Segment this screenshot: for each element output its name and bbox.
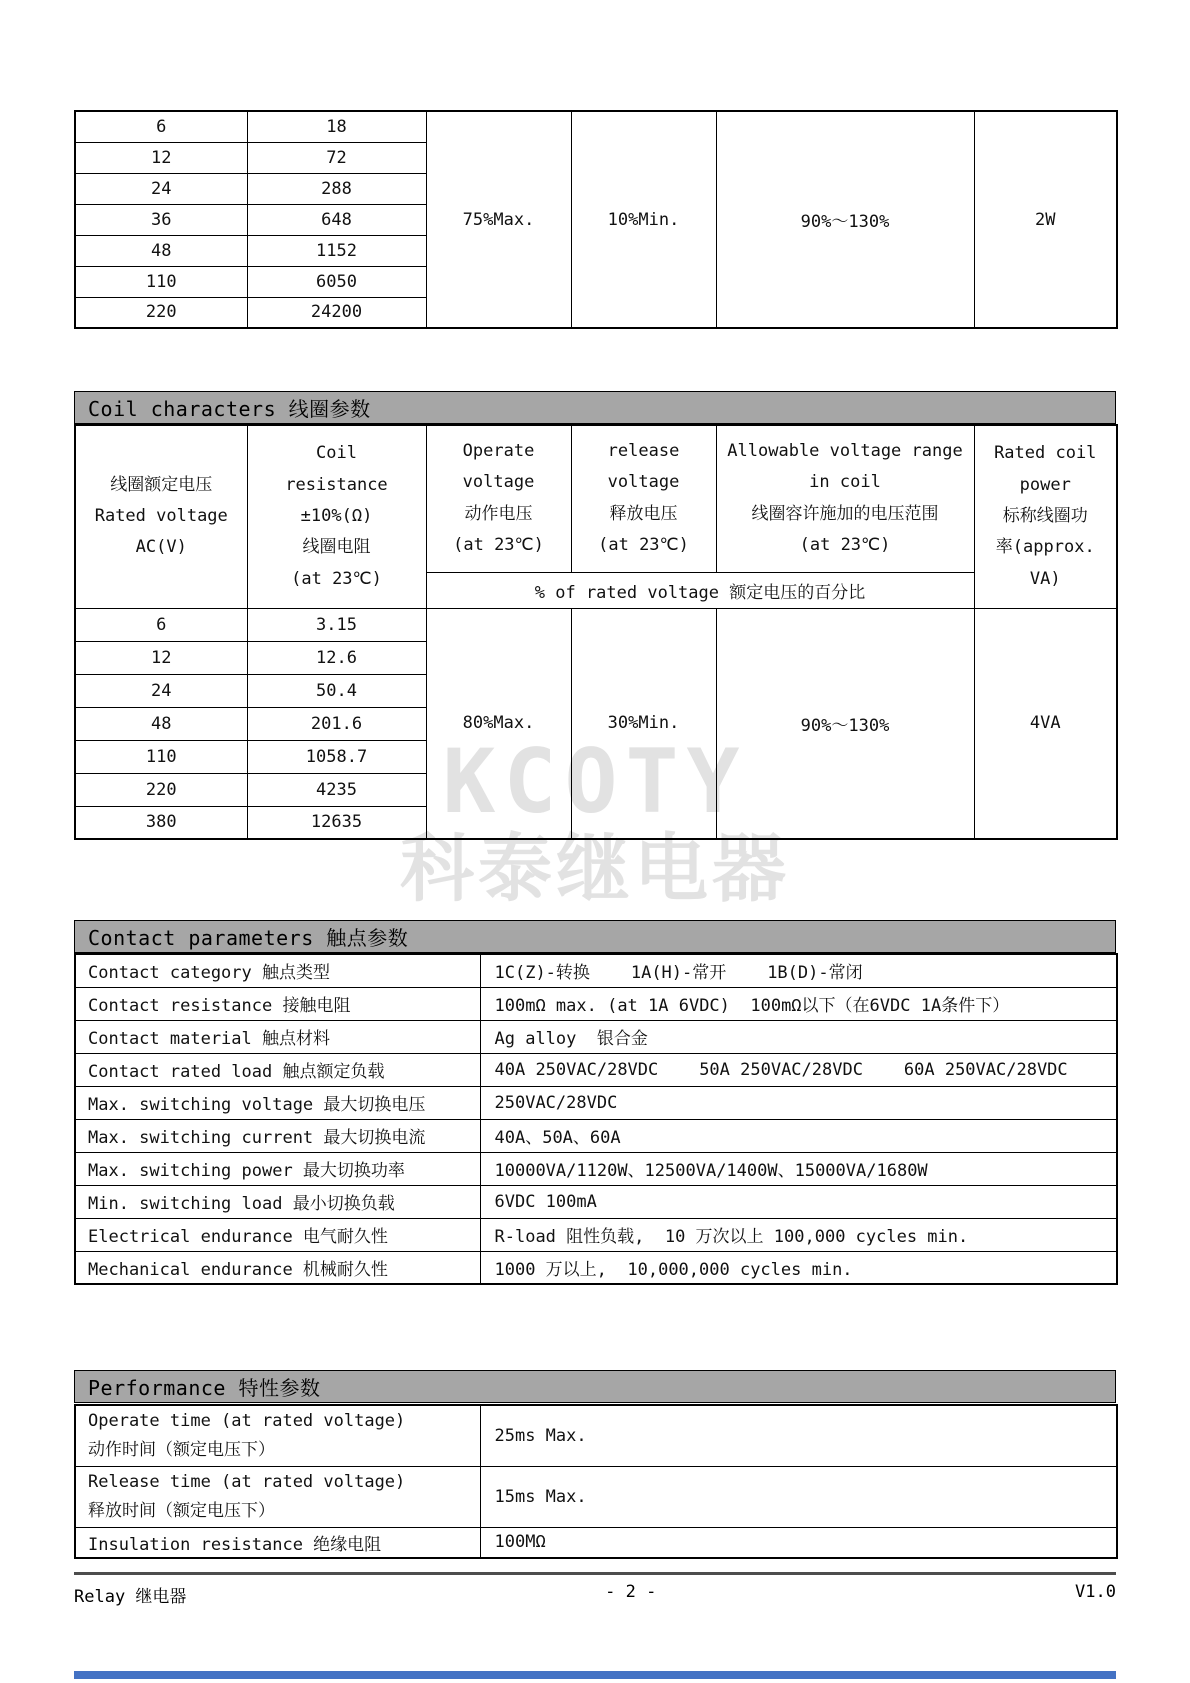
row-value: 6VDC 100mA: [480, 1185, 1117, 1218]
row-label: Max. switching power 最大切换功率: [75, 1152, 480, 1185]
cell: 48: [75, 235, 247, 266]
release-voltage-cell: 30%Min.: [571, 608, 716, 839]
row-value: 25ms Max.: [480, 1405, 1117, 1466]
footer-divider: [74, 1572, 1116, 1575]
footer-version: V1.0: [1075, 1582, 1116, 1602]
header-line: Operate: [462, 440, 535, 461]
cell: 1058.7: [247, 740, 426, 773]
footer-page-number: - 2 -: [605, 1582, 657, 1602]
operate-voltage-cell: 75%Max.: [426, 111, 571, 328]
coil-characters-table: [74, 424, 1118, 840]
header-line: voltage: [462, 472, 535, 493]
header-line: Allowable voltage range: [727, 440, 963, 461]
watermark-chinese-text: 科泰继电器: [400, 826, 790, 912]
cell: 12: [75, 641, 247, 674]
row-label: Insulation resistance 绝缘电阻: [75, 1527, 480, 1558]
row-value: 40A、50A、60A: [480, 1119, 1117, 1152]
table-row: [75, 954, 1117, 987]
table-row: [75, 987, 1117, 1020]
row-label: Contact material 触点材料: [75, 1020, 480, 1053]
watermark-logo-text: KCOTY: [442, 730, 748, 833]
cell: 48: [75, 707, 247, 740]
table-row: [75, 1185, 1117, 1218]
cell: 24: [75, 674, 247, 707]
cell: 12: [75, 142, 247, 173]
header-line: release: [607, 440, 680, 461]
col-header-coil-resistance: [247, 425, 426, 608]
cell: 6: [75, 608, 247, 641]
header-line: Rated voltage: [94, 506, 228, 527]
release-voltage-cell: 10%Min.: [571, 111, 716, 328]
row-value: 10000VA/1120W、12500VA/1400W、15000VA/1680W: [480, 1152, 1117, 1185]
header-line: VA): [1029, 568, 1061, 589]
contact-section-header: Contact parameters 触点参数: [74, 920, 1116, 953]
row-label: [75, 1405, 480, 1466]
row-value: 100mΩ max. (at 1A 6VDC) 100mΩ以下（在6VDC 1A条件下）: [480, 987, 1117, 1020]
table-row: [75, 1527, 1117, 1558]
header-line: 线圈额定电压: [110, 474, 213, 495]
cell: 24: [75, 173, 247, 204]
table-row: [75, 608, 1117, 641]
table-row: [75, 1119, 1117, 1152]
allowable-voltage-cell: 90%～130%: [716, 608, 974, 839]
cell: 3.15: [247, 608, 426, 641]
header-line: (at 23℃): [799, 535, 891, 556]
header-line: 率(approx.: [995, 537, 1095, 558]
header-line: 动作电压: [464, 503, 533, 524]
header-line: (at 23℃): [598, 535, 689, 556]
cell: 1152: [247, 235, 426, 266]
cell: 648: [247, 204, 426, 235]
header-line: 标称线圈功: [1002, 506, 1088, 527]
header-line: (at 23℃): [453, 535, 544, 556]
row-label: Mechanical endurance 机械耐久性: [75, 1251, 480, 1284]
header-row: [75, 425, 1117, 572]
operate-voltage-cell: 80%Max.: [426, 608, 571, 839]
table-row: [75, 1218, 1117, 1251]
cell: 6: [75, 111, 247, 142]
label-line-zh: 动作时间（额定电压下）: [88, 1439, 275, 1460]
row-label: Max. switching current 最大切换电流: [75, 1119, 480, 1152]
col-header-operate-voltage: [426, 425, 571, 572]
col-header-rated-voltage: [75, 425, 247, 608]
header-line: power: [1019, 474, 1071, 495]
table-row: [75, 1152, 1117, 1185]
header-line: Coil: [316, 443, 357, 464]
rated-power-cell: 2W: [974, 111, 1117, 328]
cell: 18: [247, 111, 426, 142]
label-line-en: Operate time (at rated voltage): [88, 1410, 406, 1431]
row-value: R-load 阻性负载, 10 万次以上 100,000 cycles min.: [480, 1218, 1117, 1251]
table-row: [75, 1405, 1117, 1466]
label-line-zh: 释放时间（额定电压下）: [88, 1500, 275, 1521]
row-label: Contact rated load 触点额定负载: [75, 1053, 480, 1086]
performance-section-header: Performance 特性参数: [74, 1370, 1116, 1403]
contact-parameters-table: [74, 953, 1118, 1285]
table-row: [75, 1466, 1117, 1527]
cell: 6050: [247, 266, 426, 297]
performance-table: [74, 1404, 1118, 1559]
dc-coil-table: [74, 110, 1118, 329]
cell: 110: [75, 266, 247, 297]
header-line: in coil: [809, 472, 881, 493]
row-value: Ag alloy 银合金: [480, 1020, 1117, 1053]
label-line-en: Release time (at rated voltage): [88, 1471, 406, 1492]
header-line: ±10%(Ω): [300, 506, 373, 527]
table-row: [75, 111, 1117, 142]
allowable-voltage-cell: 90%～130%: [716, 111, 974, 328]
table-row: [75, 1020, 1117, 1053]
cell: 24200: [247, 297, 426, 328]
cell: 201.6: [247, 707, 426, 740]
percent-of-rated-voltage-subheader: % of rated voltage 额定电压的百分比: [426, 572, 974, 608]
cell: 50.4: [247, 674, 426, 707]
header-line: 释放电压: [609, 503, 678, 524]
cell: 36: [75, 204, 247, 235]
row-label: [75, 1466, 480, 1527]
row-label: Contact resistance 接触电阻: [75, 987, 480, 1020]
header-line: 线圈容许施加的电压范围: [751, 503, 939, 524]
col-header-rated-power: [974, 425, 1117, 608]
row-value: 15ms Max.: [480, 1466, 1117, 1527]
row-label: Contact category 触点类型: [75, 954, 480, 987]
col-header-release-voltage: [571, 425, 716, 572]
header-line: 线圈电阻: [302, 537, 371, 558]
cell: 12635: [247, 806, 426, 839]
coil-section-header: Coil characters 线圈参数: [74, 391, 1116, 424]
table-row: [75, 1053, 1117, 1086]
cell: 220: [75, 773, 247, 806]
row-label: Min. switching load 最小切换负载: [75, 1185, 480, 1218]
rated-power-cell: 4VA: [974, 608, 1117, 839]
header-line: (at 23℃): [291, 568, 382, 589]
cell: 12.6: [247, 641, 426, 674]
row-value: 1000 万以上, 10,000,000 cycles min.: [480, 1251, 1117, 1284]
cell: 72: [247, 142, 426, 173]
row-value: 100MΩ: [480, 1527, 1117, 1558]
bottom-accent-bar: [74, 1671, 1116, 1679]
page-footer: [74, 1582, 1116, 1607]
row-label: Max. switching voltage 最大切换电压: [75, 1086, 480, 1119]
cell: 288: [247, 173, 426, 204]
row-label: Electrical endurance 电气耐久性: [75, 1218, 480, 1251]
footer-doc-title: Relay 继电器: [74, 1587, 187, 1607]
header-line: AC(V): [135, 537, 187, 558]
header-line: Rated coil: [994, 443, 1097, 464]
row-value: 1C(Z)-转换 1A(H)-常开 1B(D)-常闭: [480, 954, 1117, 987]
header-line: voltage: [607, 472, 680, 493]
table-row: [75, 1251, 1117, 1284]
row-value: 40A 250VAC/28VDC 50A 250VAC/28VDC 60A 250VAC/28VDC: [480, 1053, 1117, 1086]
header-line: resistance: [285, 474, 388, 495]
row-value: 250VAC/28VDC: [480, 1086, 1117, 1119]
cell: 380: [75, 806, 247, 839]
col-header-allowable-voltage: [716, 425, 974, 572]
table-row: [75, 1086, 1117, 1119]
cell: 110: [75, 740, 247, 773]
cell: 220: [75, 297, 247, 328]
cell: 4235: [247, 773, 426, 806]
